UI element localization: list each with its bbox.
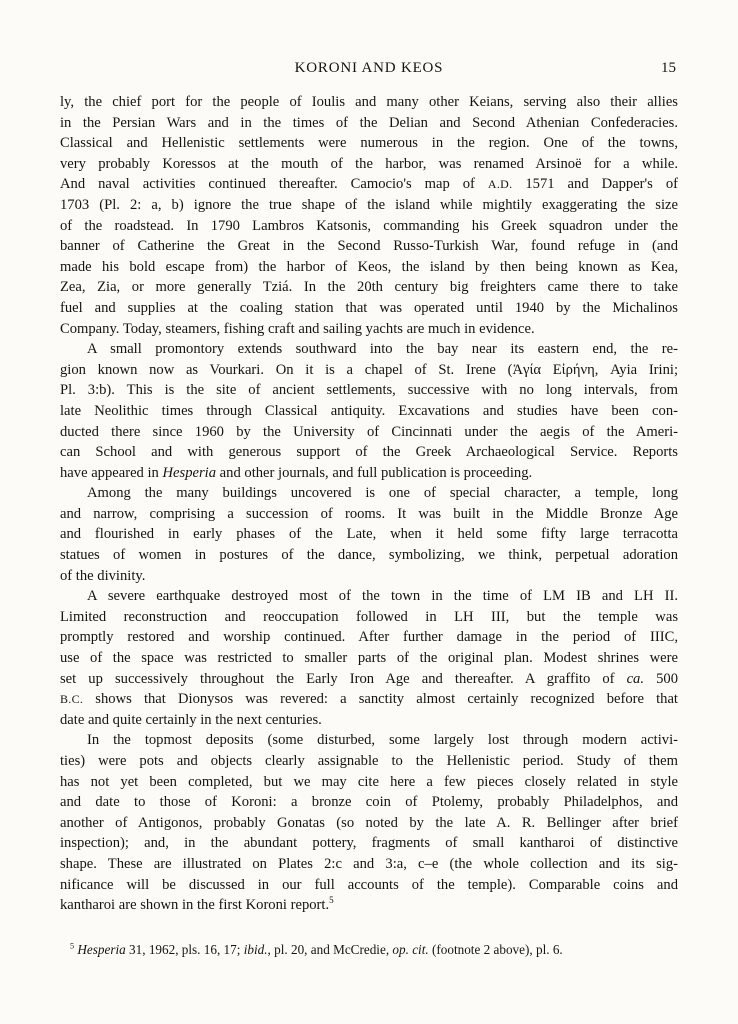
text-segment: made his bold escape from) the harbor of Keos, the island by then being known as Kea, <box>60 258 678 275</box>
text-line <box>60 751 678 772</box>
text-segment: can School and with generous support of the Greek Archaeological Service. Reports <box>60 444 678 461</box>
paragraph <box>60 339 678 483</box>
footnote-marker: 5 <box>329 895 334 906</box>
text-segment: Company. Today, steamers, fishing craft and sailing yachts are much in evidence. <box>60 320 535 337</box>
text-segment: and other journals, and full publication is proceeding. <box>216 464 533 481</box>
text-line <box>60 524 678 545</box>
paragraph <box>60 483 678 586</box>
text-segment: Hesperia <box>77 942 126 957</box>
text-segment: kantharoi are shown in the first Koroni report. <box>60 897 330 914</box>
text-line <box>60 401 678 422</box>
text-line <box>60 627 678 648</box>
text-segment: set up successively throughout the Early Iron Age and thereafter. A graffito of <box>60 670 627 687</box>
text-line <box>60 360 678 381</box>
text-line <box>60 216 678 237</box>
text-line <box>60 380 678 401</box>
text-segment: has not yet been completed, but we may cite here a few pieces closely related in style <box>60 773 678 790</box>
text-segment: 500 <box>644 670 678 687</box>
text-segment: ducted there since 1960 by the University of Cincinnati under the aegis of the Ameri- <box>60 423 678 440</box>
text-segment: 1571 and Dapper's of <box>512 176 678 193</box>
text-line <box>60 236 678 257</box>
text-segment: and narrow, comprising a succession of rooms. It was built in the Middle Bronze Age <box>60 505 678 522</box>
text-segment: 31, 1962, pls. 16, 17; <box>125 942 244 957</box>
text-segment: statues of women in postures of the dance, symbolizing, we think, perpetual adoration <box>60 547 678 564</box>
text-segment: have appeared in <box>60 464 163 481</box>
text-line <box>60 442 678 463</box>
text-line <box>60 648 678 669</box>
text-line <box>60 257 678 278</box>
text-segment: And naval activities continued thereafter. Camocio's map of <box>60 176 488 193</box>
text-segment: ly, the chief port for the people of Ioulis and many other Keians, serving also their allies <box>60 94 678 110</box>
text-line <box>60 483 678 504</box>
text-line <box>60 895 678 916</box>
text-segment: nificance will be discussed in our full accounts of the temple). Comparable coins and <box>60 876 678 893</box>
text-segment: ibid. <box>243 942 268 957</box>
text-line <box>60 277 678 298</box>
text-segment: , pl. 20, and McCredie, <box>267 942 393 957</box>
paragraph <box>60 92 678 339</box>
text-segment: A.D. <box>487 177 513 192</box>
text-line <box>60 689 678 710</box>
text-line <box>60 772 678 793</box>
text-segment: B.C. <box>60 692 84 707</box>
text-segment: ca. <box>626 670 645 687</box>
text-segment: banner of Catherine the Great in the Second Russo-Turkish War, found refuge in (and <box>60 238 678 255</box>
text-segment: op. cit. <box>392 942 429 957</box>
text-line <box>60 154 678 175</box>
text-segment: of the divinity. <box>60 567 146 584</box>
text-line <box>60 463 678 484</box>
text-line <box>60 92 678 113</box>
text-line <box>60 113 678 134</box>
paragraph <box>60 730 678 915</box>
text-segment: Pl. 3:b). This is the site of ancient settlements, successive with no long intervals, from <box>60 382 678 399</box>
text-segment: (footnote 2 above), pl. 6. <box>428 942 563 957</box>
text-line <box>60 133 678 154</box>
text-segment: 1703 (Pl. 2: a, b) ignore the true shape of the island while mightily exaggerating the size <box>60 196 678 213</box>
text-line <box>60 174 678 195</box>
text-segment: promptly restored and worship continued. After further damage in the period of IIIC, <box>60 629 678 646</box>
text-segment: shape. These are illustrated on Plates 2:c and 3:a, c–e (the whole collection and its sig- <box>60 855 678 872</box>
page-header <box>60 60 678 80</box>
text-line <box>60 504 678 525</box>
text-line <box>60 422 678 443</box>
text-segment: of the roadstead. In 1790 Lambros Katsonis, commanding his Greek squadron under the <box>60 217 678 234</box>
footnote-marker: 5 <box>70 941 75 951</box>
text-segment: Limited reconstruction and reoccupation followed in LH III, but the temple was <box>60 608 678 625</box>
text-segment: fuel and supplies at the coaling station that was operated until 1940 by the Michalinos <box>60 299 678 316</box>
text-line <box>60 607 678 628</box>
text-line <box>60 792 678 813</box>
text-line <box>60 545 678 566</box>
text-line <box>60 195 678 216</box>
text-segment: inspection); and, in the abundant pottery, fragments of small kantharoi of distinctive <box>60 835 678 852</box>
text-line <box>60 833 678 854</box>
footnote <box>60 941 678 958</box>
text-segment: in the Persian Wars and in the times of the Delian and Second Athenian Confederacies. <box>60 114 678 131</box>
text-line <box>60 566 678 587</box>
text-segment: late Neolithic times through Classical antiquity. Excavations and studies have been con- <box>60 402 678 419</box>
text-segment: Zea, Zia, or more generally Tziá. In the 20th century big freighters came there to take <box>60 279 678 296</box>
page-body <box>60 92 678 916</box>
text-segment: Classical and Hellenistic settlements were numerous in the region. One of the towns, <box>60 135 678 152</box>
text-line <box>60 730 678 751</box>
text-segment: gion known now as Vourkari. On it is a chapel of St. Irene (Ἁγία Εἰρήνη, Ayia Irini; <box>60 361 678 378</box>
text-segment: another of Antigonos, probably Gonatas (so noted by the late A. R. Bellinger after brief <box>60 814 678 831</box>
text-segment: and date to those of Koroni: a bronze coin of Ptolemy, probably Philadelphos, and <box>60 794 678 811</box>
text-line <box>60 298 678 319</box>
text-segment: Among the many buildings uncovered is one of special character, a temple, long <box>87 485 678 502</box>
text-segment: use of the space was restricted to smaller parts of the original plan. Modest shrines were <box>60 650 678 667</box>
text-line <box>60 854 678 875</box>
page-number: 15 <box>661 60 676 76</box>
text-line <box>60 813 678 834</box>
text-segment: and flourished in early phases of the Late, when it held some fifty large terracotta <box>60 526 678 543</box>
text-segment: In the topmost deposits (some disturbed, some largely lost through modern activi- <box>87 732 678 749</box>
text-segment: Hesperia <box>162 464 217 481</box>
text-segment: shows that Dionysos was revered: a sanctity almost certainly recognized before that <box>83 691 678 708</box>
text-segment: very probably Koressos at the mouth of the harbor, was renamed Arsinoë for a while. <box>60 155 678 172</box>
text-segment: date and quite certainly in the next centuries. <box>60 711 322 728</box>
text-line <box>60 319 678 340</box>
text-line <box>60 586 678 607</box>
text-segment: A severe earthquake destroyed most of the town in the time of LM IB and LH II. <box>87 588 678 605</box>
text-segment: A small promontory extends southward into the bay near its eastern end, the re- <box>87 341 678 358</box>
paragraph <box>60 586 678 730</box>
text-line <box>60 710 678 731</box>
text-line <box>60 339 678 360</box>
text-line <box>60 669 678 690</box>
text-line <box>60 875 678 896</box>
text-segment: ties) were pots and objects clearly assignable to the Hellenistic period. Study of them <box>60 753 678 769</box>
page-title: KORONI AND KEOS <box>294 60 444 76</box>
